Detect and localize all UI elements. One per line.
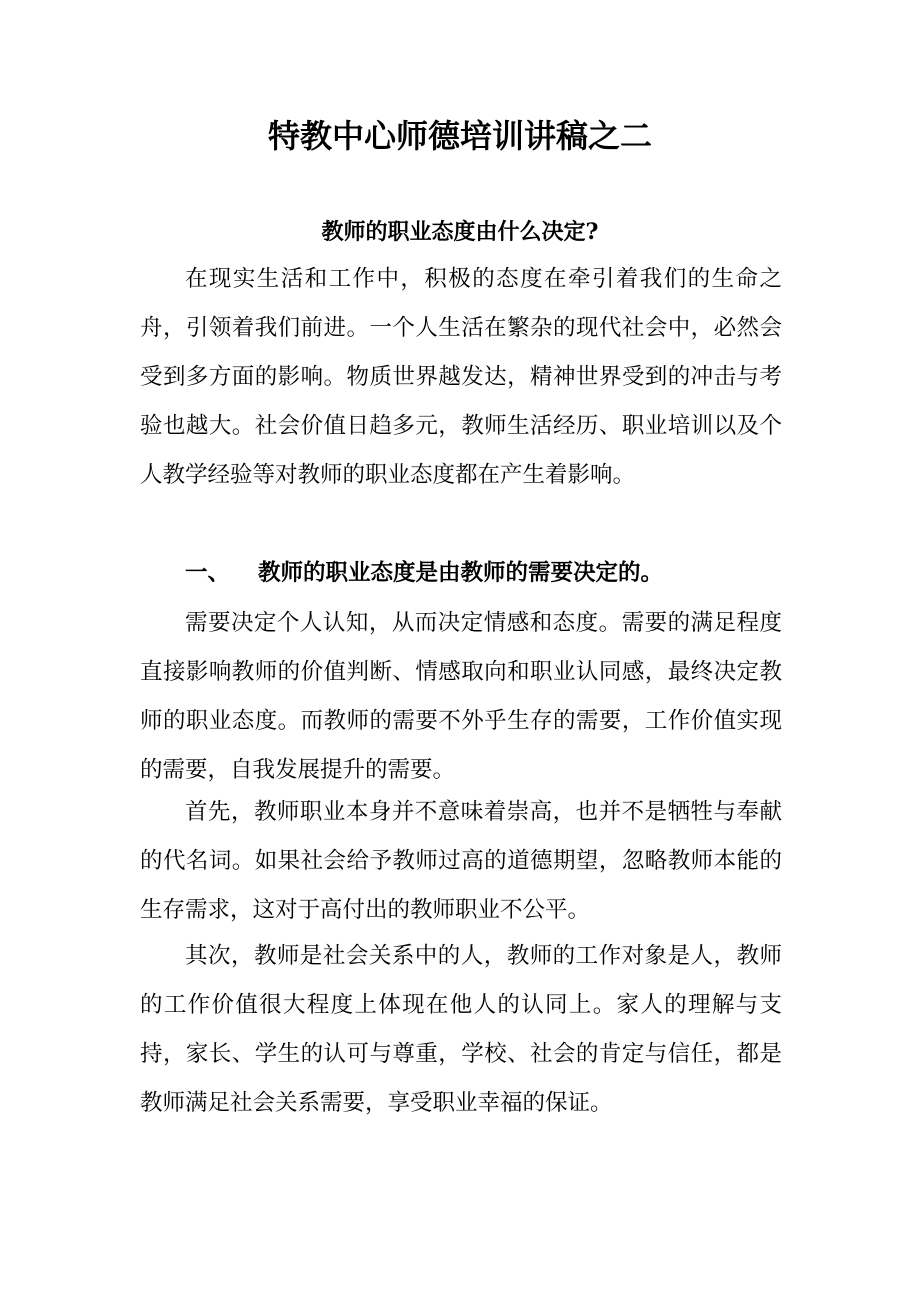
body-paragraph-first: 首先，教师职业本身并不意味着崇高，也并不是牺牲与奉献的代名词。如果社会给予教师过高的道德期望，忽略教师本能的生存需求，这对于高付出的教师职业不公平。 bbox=[140, 799, 782, 923]
section-heading-text: 教师的职业态度是由教师的需要决定的。 bbox=[258, 560, 664, 586]
document-title: 特教中心师德培训讲稿之二 bbox=[267, 117, 652, 155]
document-subtitle: 教师的职业态度由什么决定? bbox=[321, 219, 599, 245]
body-paragraph-intro: 在现实生活和工作中，积极的态度在牵引着我们的生命之舟，引领着我们前进。一个人生活在繁杂的现代社会中，必然会受到多方面的影响。物质世界越发达，精神世界受到的冲击与考验也越大。社会价值日趋多元，教师生活经历、职业培训以及个人教学经验等对教师的职业态度都在产生着影响。 bbox=[140, 266, 782, 488]
body-paragraph-needs: 需要决定个人认知，从而决定情感和态度。需要的满足程度直接影响教师的价值判断、情感取向和职业认同感，最终决定教师的职业态度。而教师的需要不外乎生存的需要，工作价值实现的需要，自我发展提升的需要。 bbox=[140, 610, 782, 783]
body-paragraph-second: 其次，教师是社会关系中的人，教师的工作对象是人，教师的工作价值很大程度上体现在他人的认同上。家人的理解与支持，家长、学生的认可与尊重，学校、社会的肯定与信任，都是教师满足社会关系需要，享受职业幸福的保证。 bbox=[140, 943, 782, 1116]
section-heading bbox=[185, 551, 663, 595]
section-heading-number: 一、 bbox=[185, 560, 231, 586]
